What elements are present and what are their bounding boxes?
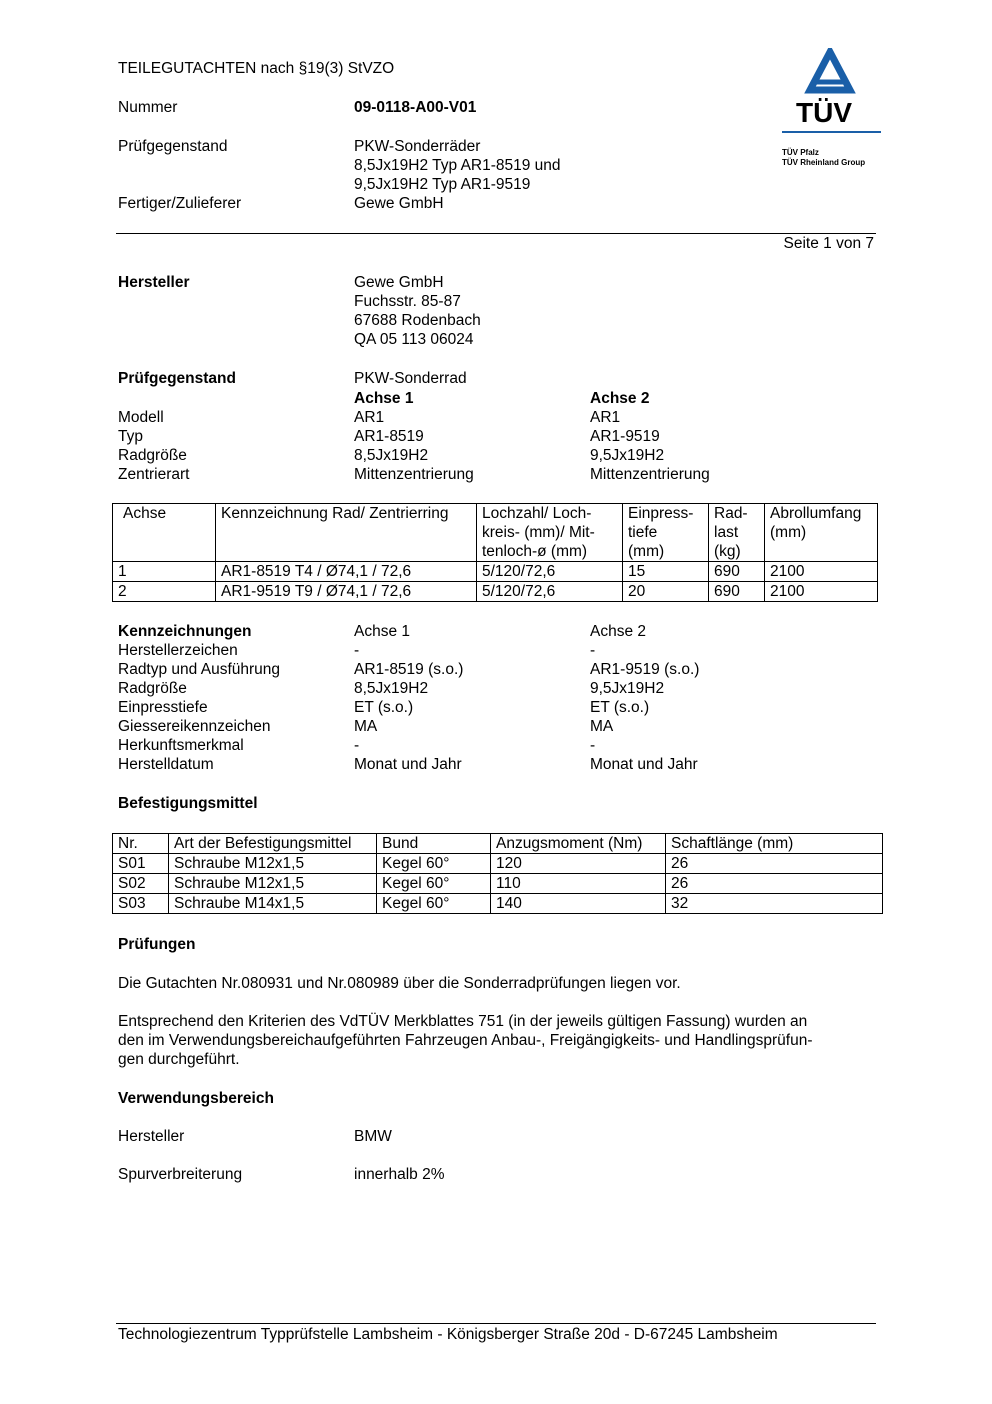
logo-text: TÜV [796, 97, 852, 128]
marking-label: Herstellerzeichen [118, 642, 238, 659]
table-header-row [113, 504, 878, 562]
spec-axis2: 9,5Jx19H2 [590, 447, 665, 464]
axis2-heading: Achse 2 [590, 623, 647, 640]
spec-axis2: AR1-9519 [590, 428, 660, 445]
marking-axis2: - [590, 642, 596, 659]
fertiger-value: Gewe GmbH [354, 195, 444, 212]
table-cell: 690 [709, 562, 765, 582]
spec-axis1: Mittenzentrierung [354, 466, 474, 483]
nummer-label: Nummer [118, 99, 178, 116]
table-cell: Kegel 60° [377, 854, 491, 874]
table-cell: 2100 [765, 562, 878, 582]
marking-axis1: AR1-8519 (s.o.) [354, 661, 464, 678]
pruefungen-paragraph-line: den im Verwendungsbereichaufgeführten Fahrzeugen Anbau-, Freigängigkeits- und Handlingsprüfun- [118, 1032, 813, 1049]
spec-axis1: AR1-8519 [354, 428, 424, 445]
table-row [113, 582, 878, 602]
table-cell: 140 [491, 894, 666, 914]
axis2-heading: Achse 2 [590, 390, 650, 407]
axis1-heading: Achse 1 [354, 623, 411, 640]
table-cell: 20 [623, 582, 709, 602]
pruefgegenstand-heading: Prüfgegenstand [118, 370, 236, 387]
hersteller-line: Gewe GmbH [354, 274, 444, 291]
table-cell: 690 [709, 582, 765, 602]
verwendung-hersteller-label: Hersteller [118, 1128, 185, 1145]
table-cell: S03 [113, 894, 169, 914]
table-cell: 2 [113, 582, 216, 602]
table-cell: 15 [623, 562, 709, 582]
document-title: TEILEGUTACHTEN nach §19(3) StVZO [118, 60, 395, 77]
marking-label: Herstelldatum [118, 756, 214, 773]
marking-axis1: - [354, 642, 360, 659]
marking-axis1: 8,5Jx19H2 [354, 680, 429, 697]
footer-divider [116, 1323, 876, 1324]
column-header: Einpress- tiefe (mm) [623, 504, 709, 562]
verwendung-heading: Verwendungsbereich [118, 1090, 274, 1107]
marking-axis2: ET (s.o.) [590, 699, 650, 716]
marking-label: Radgröße [118, 680, 187, 697]
marking-label: Einpresstiefe [118, 699, 208, 716]
nummer-value: 09-0118-A00-V01 [354, 99, 477, 116]
spec-axis1: AR1 [354, 409, 385, 426]
spec-axis2: AR1 [590, 409, 621, 426]
pruefgegenstand-line: PKW-Sonderräder [354, 138, 481, 155]
footer-text: Technologiezentrum Typprüfstelle Lambsheim - Königsberger Straße 20d - D-67245 Lambsheim [118, 1326, 778, 1343]
logo-subtitle: TÜV Pfalz [782, 148, 819, 157]
table-cell: S02 [113, 874, 169, 894]
column-header: Rad- last (kg) [709, 504, 765, 562]
spec-label: Radgröße [118, 447, 187, 464]
table-cell: 5/120/72,6 [477, 582, 623, 602]
marking-axis2: Monat und Jahr [590, 756, 698, 773]
marking-label: Herkunftsmerkmal [118, 737, 244, 754]
pruefgegenstand-value: PKW-Sonderrad [354, 370, 467, 387]
marking-axis1: ET (s.o.) [354, 699, 414, 716]
spec-label: Modell [118, 409, 164, 426]
befestigung-table [112, 833, 883, 914]
spec-axis1: 8,5Jx19H2 [354, 447, 429, 464]
table-row [113, 854, 883, 874]
column-header: Art der Befestigungsmittel [169, 834, 377, 854]
pruefgegenstand-line: 9,5Jx19H2 Typ AR1-9519 [354, 176, 531, 193]
table-cell: 26 [666, 874, 883, 894]
spurverbreiterung-value: innerhalb 2% [354, 1166, 445, 1183]
table-cell: AR1-9519 T9 / Ø74,1 / 72,6 [216, 582, 477, 602]
pruefungen-heading: Prüfungen [118, 936, 196, 953]
column-header: Bund [377, 834, 491, 854]
befestigung-heading: Befestigungsmittel [118, 795, 258, 812]
table-cell: S01 [113, 854, 169, 874]
kennzeichnungen-heading: Kennzeichnungen [118, 623, 252, 640]
page-number: Seite 1 von 7 [783, 235, 874, 252]
marking-axis2: AR1-9519 (s.o.) [590, 661, 700, 678]
marking-axis1: MA [354, 718, 378, 735]
column-header: Lochzahl/ Loch- kreis- (mm)/ Mit- tenloch-ø (mm) [477, 504, 623, 562]
table-cell: 32 [666, 894, 883, 914]
table-cell: Schraube M12x1,5 [169, 854, 377, 874]
table-cell: 2100 [765, 582, 878, 602]
spec-label: Zentrierart [118, 466, 190, 483]
hersteller-line: QA 05 113 06024 [354, 331, 474, 348]
table-cell: Kegel 60° [377, 894, 491, 914]
pruefgegenstand-label: Prüfgegenstand [118, 138, 228, 155]
column-header: Abrollumfang (mm) [765, 504, 878, 562]
table-row [113, 894, 883, 914]
hersteller-line: Fuchsstr. 85-87 [354, 293, 461, 310]
fertiger-label: Fertiger/Zulieferer [118, 195, 242, 212]
marking-axis2: MA [590, 718, 614, 735]
header-divider [116, 233, 876, 234]
marking-label: Radtyp und Ausführung [118, 661, 281, 678]
column-header: Nr. [113, 834, 169, 854]
table-cell: 120 [491, 854, 666, 874]
table-cell: Schraube M12x1,5 [169, 874, 377, 894]
spec-axis2: Mittenzentrierung [590, 466, 710, 483]
hersteller-line: 67688 Rodenbach [354, 312, 481, 329]
column-header: Kennzeichnung Rad/ Zentrierring [216, 504, 477, 562]
marking-axis2: - [590, 737, 596, 754]
spec-label: Typ [118, 428, 143, 445]
pruefungen-paragraph-line: Entsprechend den Kriterien des VdTÜV Merkblattes 751 (in der jeweils gültigen Fassung) wurden an [118, 1013, 808, 1030]
marking-label: Giessereikennzeichen [118, 718, 271, 735]
rad-table [112, 503, 878, 602]
axis1-heading: Achse 1 [354, 390, 414, 407]
pruefgegenstand-line: 8,5Jx19H2 Typ AR1-8519 und [354, 157, 561, 174]
pruefungen-paragraph: Die Gutachten Nr.080931 und Nr.080989 über die Sonderradprüfungen liegen vor. [118, 975, 681, 992]
table-cell: 1 [113, 562, 216, 582]
column-header: Schaftlänge (mm) [666, 834, 883, 854]
spurverbreiterung-label: Spurverbreiterung [118, 1166, 243, 1183]
verwendung-hersteller-value: BMW [354, 1128, 392, 1145]
table-cell: AR1-8519 T4 / Ø74,1 / 72,6 [216, 562, 477, 582]
hersteller-label: Hersteller [118, 274, 190, 291]
marking-axis1: - [354, 737, 360, 754]
table-cell: Schraube M14x1,5 [169, 894, 377, 914]
pruefungen-paragraph-line: gen durchgeführt. [118, 1051, 240, 1068]
column-header: Anzugsmoment (Nm) [491, 834, 666, 854]
table-cell: 110 [491, 874, 666, 894]
logo-subtitle: TÜV Rheinland Group [782, 158, 866, 167]
tuev-logo [770, 48, 900, 178]
table-row [113, 562, 878, 582]
column-header: Achse [113, 504, 216, 562]
table-cell: 5/120/72,6 [477, 562, 623, 582]
table-header-row [113, 834, 883, 854]
marking-axis2: 9,5Jx19H2 [590, 680, 665, 697]
marking-axis1: Monat und Jahr [354, 756, 462, 773]
table-cell: Kegel 60° [377, 874, 491, 894]
table-cell: 26 [666, 854, 883, 874]
table-row [113, 874, 883, 894]
